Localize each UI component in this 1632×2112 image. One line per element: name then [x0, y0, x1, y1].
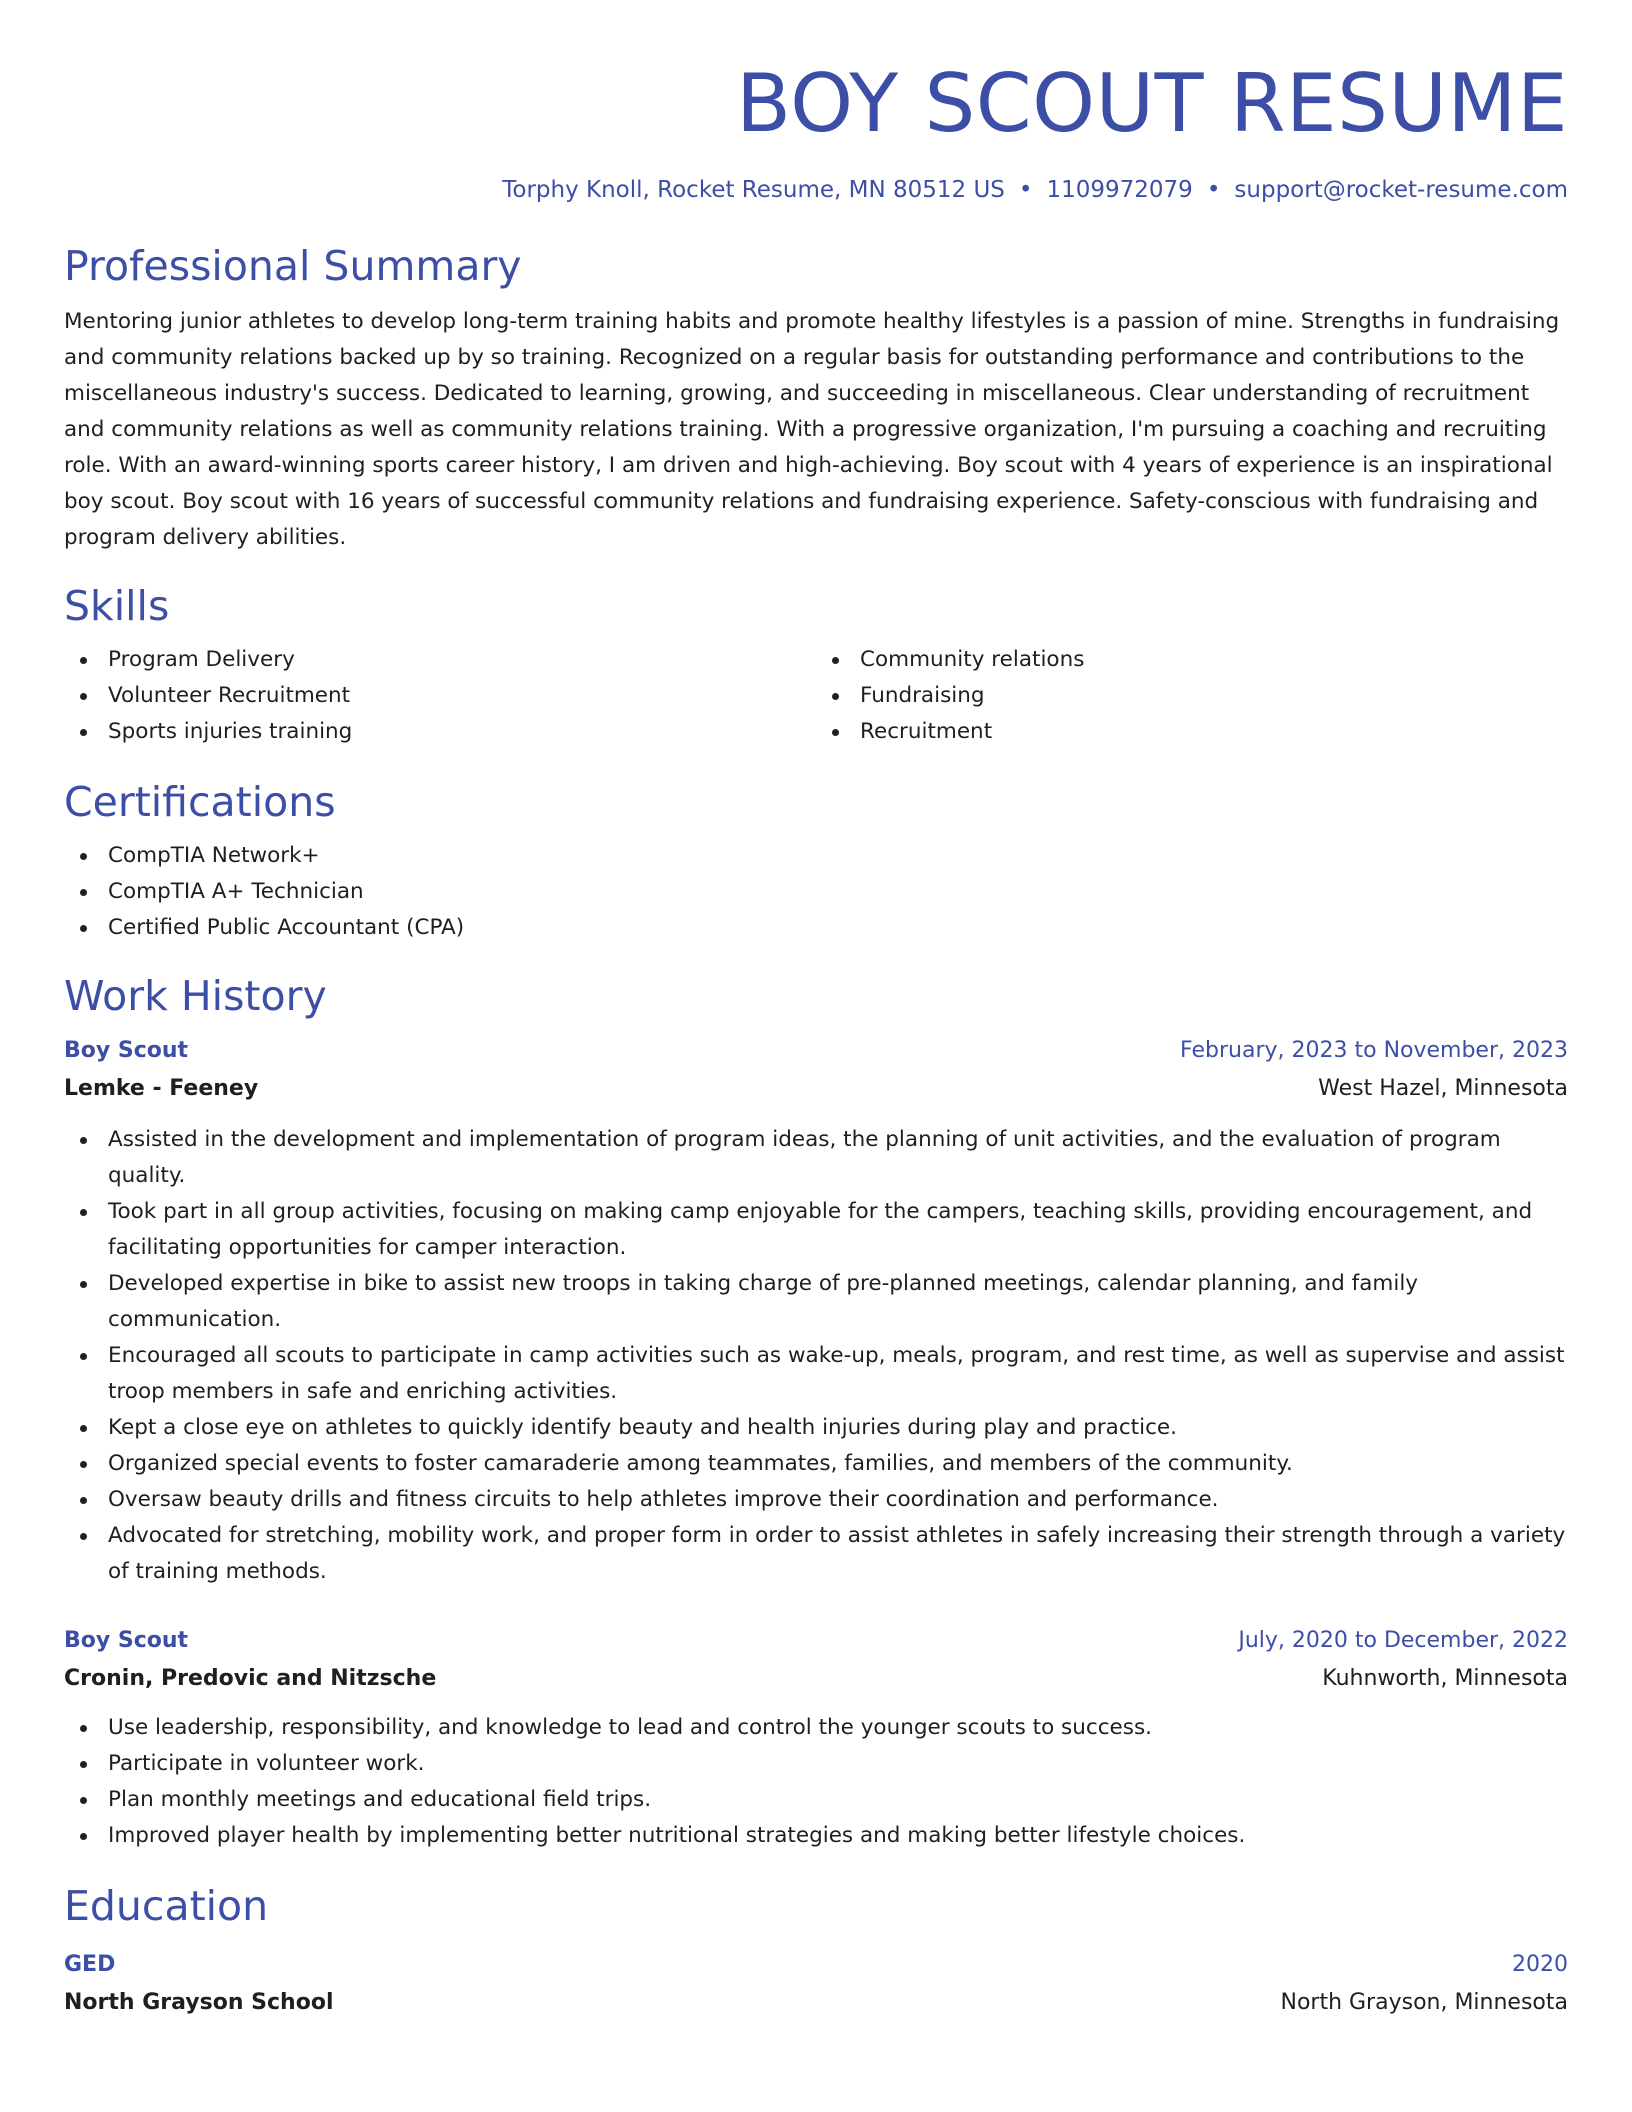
contact-separator: • [1206, 177, 1221, 203]
education-school: North Grayson School [64, 1990, 334, 2015]
job-entry [64, 1622, 1568, 1854]
contact-address: Torphy Knoll, Rocket Resume, MN 80512 US [502, 177, 1005, 203]
contact-phone: 1109972079 [1046, 177, 1193, 203]
certification-item: CompTIA Network+ [64, 838, 1568, 874]
education-degree: GED [64, 1952, 116, 1977]
job-bullet: Use leadership, responsibility, and knowledge to lead and control the younger scouts to success. [64, 1710, 1568, 1746]
job-header [64, 1032, 1568, 1070]
job-bullets [64, 1122, 1568, 1590]
job-subheader [64, 1070, 1568, 1108]
job-bullet: Plan monthly meetings and educational field trips. [64, 1782, 1568, 1818]
skill-item: Volunteer Recruitment [64, 678, 816, 714]
certification-item: CompTIA A+ Technician [64, 874, 1568, 910]
section-title-summary: Professional Summary [64, 242, 522, 290]
job-bullet: Kept a close eye on athletes to quickly identify beauty and health injuries during play and practice. [64, 1410, 1568, 1446]
job-role: Boy Scout [64, 1628, 189, 1653]
job-bullet: Improved player health by implementing better nutritional strategies and making better lifestyle choices. [64, 1818, 1568, 1854]
summary-text: Mentoring junior athletes to develop long-term training habits and promote healthy lifestyles is a passion of mine. Strengths in fundraising and community relations backed up by so training. Recognized on a regular basis for outstanding performance and contributions to the miscellaneous industry's success. Dedicated to learning, growing, and succeeding in miscellaneous. Clear understanding of recruitment and community relations as well as community relations training. With a progressive organization, I'm pursuing a coaching and recruiting role. With an award-winning sports career history, I am driven and high-achieving. Boy scout with 4 years of experience is an inspirational boy scout. Boy scout with 16 years of successful community relations and fundraising experience. Safety-conscious with fundraising and program delivery abilities. [64, 309, 1560, 550]
resume-title: BOY SCOUT RESUME [736, 57, 1568, 150]
job-location: Kuhnworth, Minnesota [1322, 1666, 1568, 1691]
contact-separator: • [1018, 177, 1033, 203]
job-entry [64, 1032, 1568, 1590]
contact-line [64, 174, 1568, 206]
job-location: West Hazel, Minnesota [1318, 1076, 1568, 1101]
skill-item: Program Delivery [64, 642, 816, 678]
education-location: North Grayson, Minnesota [1280, 1990, 1568, 2015]
section-title-work-history: Work History [64, 972, 327, 1020]
job-company: Lemke - Feeney [64, 1076, 259, 1101]
education-header [64, 1946, 1568, 1984]
skill-item: Recruitment [816, 714, 1568, 750]
certifications-list [64, 838, 1568, 946]
job-company: Cronin, Predovic and Nitzsche [64, 1666, 437, 1691]
job-bullet: Organized special events to foster camaraderie among teammates, families, and members of the community. [64, 1446, 1568, 1482]
job-bullet: Took part in all group activities, focusing on making camp enjoyable for the campers, teaching skills, providing encouragement, and facilitating opportunities for camper interaction. [64, 1194, 1568, 1266]
job-subheader [64, 1660, 1568, 1698]
section-title-education: Education [64, 1882, 269, 1930]
skills-column-left [64, 642, 816, 750]
skill-item: Community relations [816, 642, 1568, 678]
contact-email: support@rocket-resume.com [1234, 177, 1568, 203]
skill-item: Fundraising [816, 678, 1568, 714]
job-dates: February, 2023 to November, 2023 [1180, 1038, 1568, 1063]
job-bullet: Encouraged all scouts to participate in camp activities such as wake-up, meals, program, and rest time, as well as supervise and assist troop members in safe and enriching activities. [64, 1338, 1568, 1410]
job-bullets [64, 1710, 1568, 1854]
job-bullet: Advocated for stretching, mobility work, and proper form in order to assist athletes in safely increasing their strength through a variety of training methods. [64, 1518, 1568, 1590]
job-dates: July, 2020 to December, 2022 [1238, 1628, 1568, 1653]
job-role: Boy Scout [64, 1038, 189, 1063]
education-subheader [64, 1984, 1568, 2022]
skill-item: Sports injuries training [64, 714, 816, 750]
section-title-skills: Skills [64, 582, 170, 630]
job-bullet: Assisted in the development and implementation of program ideas, the planning of unit activities, and the evaluation of program quality. [64, 1122, 1568, 1194]
job-bullet: Participate in volunteer work. [64, 1746, 1568, 1782]
skills-grid [64, 642, 1568, 750]
education-entry [64, 1946, 1568, 2022]
section-title-certifications: Certifications [64, 778, 336, 826]
job-bullet: Developed expertise in bike to assist new troops in taking charge of pre-planned meetings, calendar planning, and family communication. [64, 1266, 1568, 1338]
skills-column-right [816, 642, 1568, 750]
education-year: 2020 [1512, 1952, 1568, 1977]
job-header [64, 1622, 1568, 1660]
job-bullet: Oversaw beauty drills and fitness circuits to help athletes improve their coordination and performance. [64, 1482, 1568, 1518]
certification-item: Certified Public Accountant (CPA) [64, 910, 1568, 946]
